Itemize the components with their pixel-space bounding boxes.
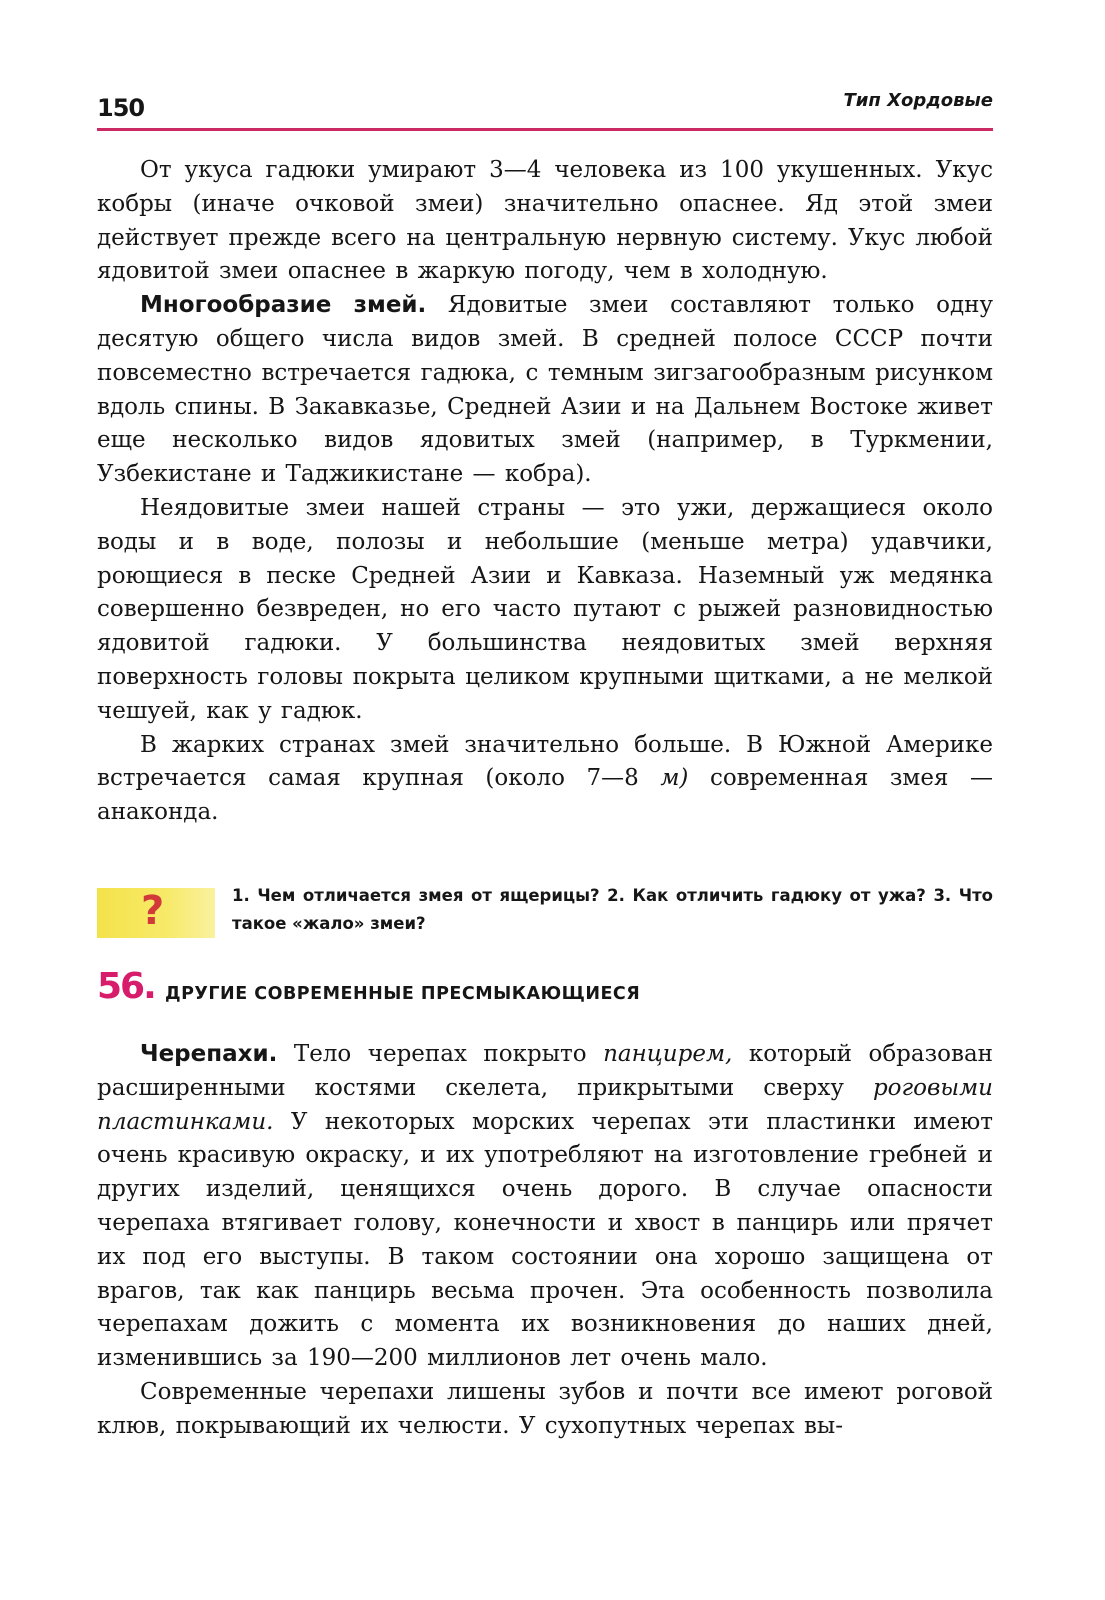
- page-number: 150: [97, 94, 145, 122]
- paragraph-diversity: [97, 289, 993, 492]
- section-number: 56.: [97, 966, 155, 1007]
- paragraph-anaconda: [97, 729, 993, 830]
- paragraph-text: Тело черепах покрыто: [293, 1041, 587, 1067]
- review-questions: [97, 882, 993, 942]
- header-rule: [97, 128, 993, 131]
- paragraph-nonvenomous: Неядовитые змеи нашей страны — это ужи, держащиеся около воды и в воде, полозы и небольшие (меньше метра) удавчики, роющиеся в песке Средней Азии и Кавказа. Наземный уж медянка совершенно безвреден, но его часто путают с рыжей разновидностью ядовитой гадюки. У большинства неядовитых змей верхняя поверхность головы покрыта целиком крупными щитками, а не мелкой чешуей, как у гадюк.: [97, 494, 993, 724]
- run-in-heading: Многообразие змей.: [140, 292, 427, 319]
- text-block-upper: [97, 154, 993, 830]
- paragraph-text: современная змея — анаконда.: [97, 765, 994, 826]
- term-horny-plates: роговыми пластинками.: [97, 1074, 993, 1135]
- term-shell: панцирем,: [603, 1041, 733, 1067]
- paragraph-beak: Современные черепахи лишены зубов и почти все имеют роговой клюв, покрывающий их челюсти. У сухопутных черепах вы-: [97, 1378, 993, 1439]
- running-head: Тип Хордовые: [843, 90, 993, 111]
- page-header: [97, 82, 993, 130]
- run-in-heading: Черепахи.: [140, 1041, 278, 1067]
- questions-text: 1. Чем отличается змея от ящерицы? 2. Как отличить гадюку от ужа? 3. Что такое «жало» змеи?: [232, 886, 993, 933]
- paragraph-text: который образован расширенными костями скелета, прикрытыми сверху: [97, 1041, 994, 1101]
- paragraph-text: Ядовитые змеи составляют только одну десятую общего числа видов змей. В средней полосе СССР почти повсеместно встречается гадюка, с темным зигзагообразным рисунком вдоль спины. В Закавказье, Средней Азии и на Дальнем Востоке живет еще несколько видов ядовитых змей (например, в Туркмении, Узбекистане и Таджикистане — кобра).: [97, 292, 993, 488]
- text-block-lower: [97, 1038, 993, 1444]
- question-mark-icon: ?: [141, 888, 165, 934]
- question-box: [97, 888, 215, 938]
- unit-label: м): [660, 765, 689, 792]
- paragraph-text: В жарких странах змей значительно больше. В Южной Америке встречается самая крупная (около 7—8: [97, 731, 993, 792]
- paragraph-turtles: [97, 1038, 993, 1376]
- section-title: ДРУГИЕ СОВРЕМЕННЫЕ ПРЕСМЫКАЮЩИЕСЯ: [165, 984, 641, 1004]
- paragraph-bite: От укуса гадюки умирают 3—4 человека из 100 укушенных. Укус кобры (иначе очковой змеи) значительно опаснее. Яд этой змеи действует прежде всего на центральную нервную систему. Укус любой ядовитой змеи опаснее в жаркую погоду, чем в холодную.: [97, 157, 993, 285]
- paragraph-text: У некоторых морских черепах эти пластинки имеют очень красивую окраску, и их употребляют на изготовление гребней и других изделий, ценящихся очень дорого. В случае опасности черепаха втягивает голову, конечности и хвост в панцирь или прячет их под его выступы. В таком состоянии она хорошо защищена от врагов, так как панцирь весьма прочен. Эта особенность позволила черепахам дожить с момента их возникновения до наших дней, изменившись за 190—200 миллионов лет очень мало.: [97, 1108, 994, 1372]
